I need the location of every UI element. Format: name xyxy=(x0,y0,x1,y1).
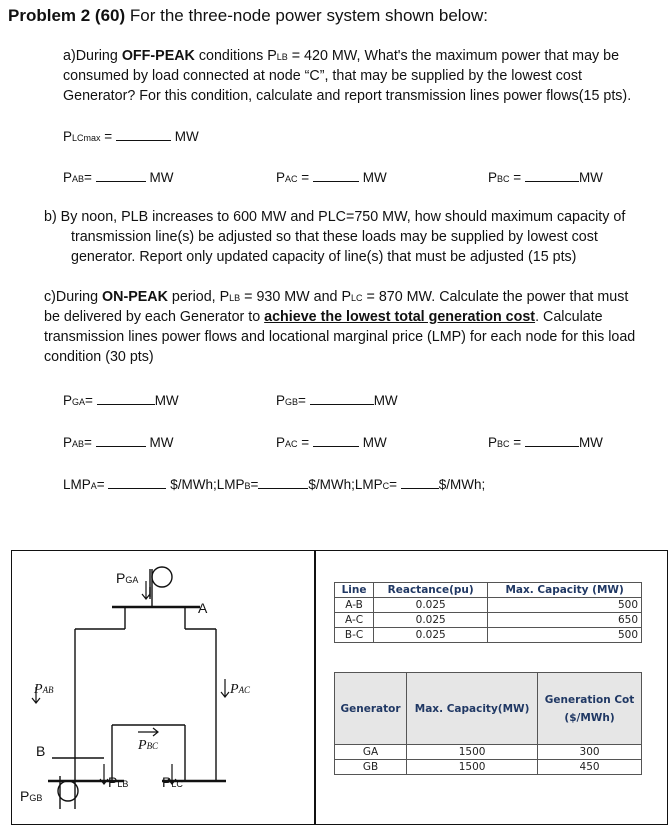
a-pab-field: PAB= MW xyxy=(63,170,174,185)
figure-divider xyxy=(314,550,316,825)
c-pac-field: PAC = MW xyxy=(276,435,387,450)
part-c-line-1: c)During ON-PEAK period, PLB = 930 MW and PLC = 870 MW. Calculate the power that must xyxy=(44,289,629,305)
plc-max-blank[interactable] xyxy=(116,128,171,141)
generator-table: Generator Max. Capacity(MW) Generation Cot ($/MWh) GA 1500 300 GB 1500 450 xyxy=(334,672,642,775)
part-c-line-2: be delivered by each Generator to achieve the lowest total generation cost. Calculate xyxy=(44,309,603,325)
pac-label: PAC xyxy=(230,682,251,697)
a-pbc-blank[interactable] xyxy=(525,169,579,182)
table-row: GA 1500 300 xyxy=(335,745,642,760)
problem-heading: Problem 2 (60) xyxy=(8,6,126,25)
table-row: GB 1500 450 xyxy=(335,760,642,775)
pab-label: PAB xyxy=(34,682,54,697)
line-table: Line Reactance(pu) Max. Capacity (MW) A-B 0.025 500 A-C 0.025 650 B-C 0.025 500 xyxy=(334,582,642,643)
c-pga-blank[interactable] xyxy=(97,392,155,405)
a-pbc-field: PBC = MW xyxy=(488,170,603,185)
node-a-label: A xyxy=(198,600,208,616)
c-pgb-field: PGB= MW xyxy=(276,393,398,408)
part-a-line-2: consumed by load connected at node “C”, that may be supplied by the lowest cost xyxy=(63,68,582,84)
part-c-line-3: transmission lines power flows and locational marginal price (LMP) for each node for this load xyxy=(44,329,636,345)
part-a-line-3: Generator? For this condition, calculate and report transmission lines power flows(15 pts). xyxy=(63,88,632,104)
a-pac-blank[interactable] xyxy=(313,169,359,182)
part-b-line-2: transmission line(s) be adjusted so that these loads may be supplied by lowest cost xyxy=(71,229,598,245)
c-pbc-field: PBC = MW xyxy=(488,435,603,450)
plc-max-field: PLCmax = MW xyxy=(63,129,199,144)
three-node-diagram xyxy=(12,551,314,824)
node-b-label: B xyxy=(36,743,46,759)
pgb-label: PGB xyxy=(20,788,43,804)
table-row: B-C 0.025 500 xyxy=(335,628,642,643)
plc-label: PLC xyxy=(162,774,183,790)
generator-a-icon xyxy=(152,567,172,587)
pga-label: PGA xyxy=(116,570,139,586)
a-pac-field: PAC = MW xyxy=(276,170,387,185)
c-pga-field: PGA= MW xyxy=(63,393,179,408)
part-b-line-3: generator. Report only updated capacity of line(s) that must be adjusted (15 pts) xyxy=(71,249,577,265)
c-pbc-blank[interactable] xyxy=(525,434,579,447)
lmp-a-blank[interactable] xyxy=(108,476,166,489)
table-row: A-C 0.025 650 xyxy=(335,613,642,628)
lmp-b-blank[interactable] xyxy=(258,476,308,489)
plb-label: PLB xyxy=(108,774,129,790)
lmp-fields: LMPA= $/MWh;LMPB= $/MWh;LMPC= $/MWh; xyxy=(63,477,486,492)
part-c-line-4: condition (30 pts) xyxy=(44,349,154,365)
lmp-c-blank[interactable] xyxy=(401,476,439,489)
part-a-line-1: a)During OFF-PEAK conditions PLB = 420 MW, What's the maximum power that may be xyxy=(63,48,620,64)
c-pab-field: PAB= MW xyxy=(63,435,174,450)
part-b-line-1: b) By noon, PLB increases to 600 MW and PLC=750 MW, how should maximum capacity of xyxy=(44,209,626,225)
a-pab-blank[interactable] xyxy=(96,169,146,182)
problem-intro: For the three-node power system shown below: xyxy=(129,6,489,25)
c-pac-blank[interactable] xyxy=(313,434,359,447)
problem-title xyxy=(8,6,488,26)
c-pgb-blank[interactable] xyxy=(310,392,374,405)
table-row: A-B 0.025 500 xyxy=(335,598,642,613)
pbc-label: PBC xyxy=(138,738,159,753)
c-pab-blank[interactable] xyxy=(96,434,146,447)
